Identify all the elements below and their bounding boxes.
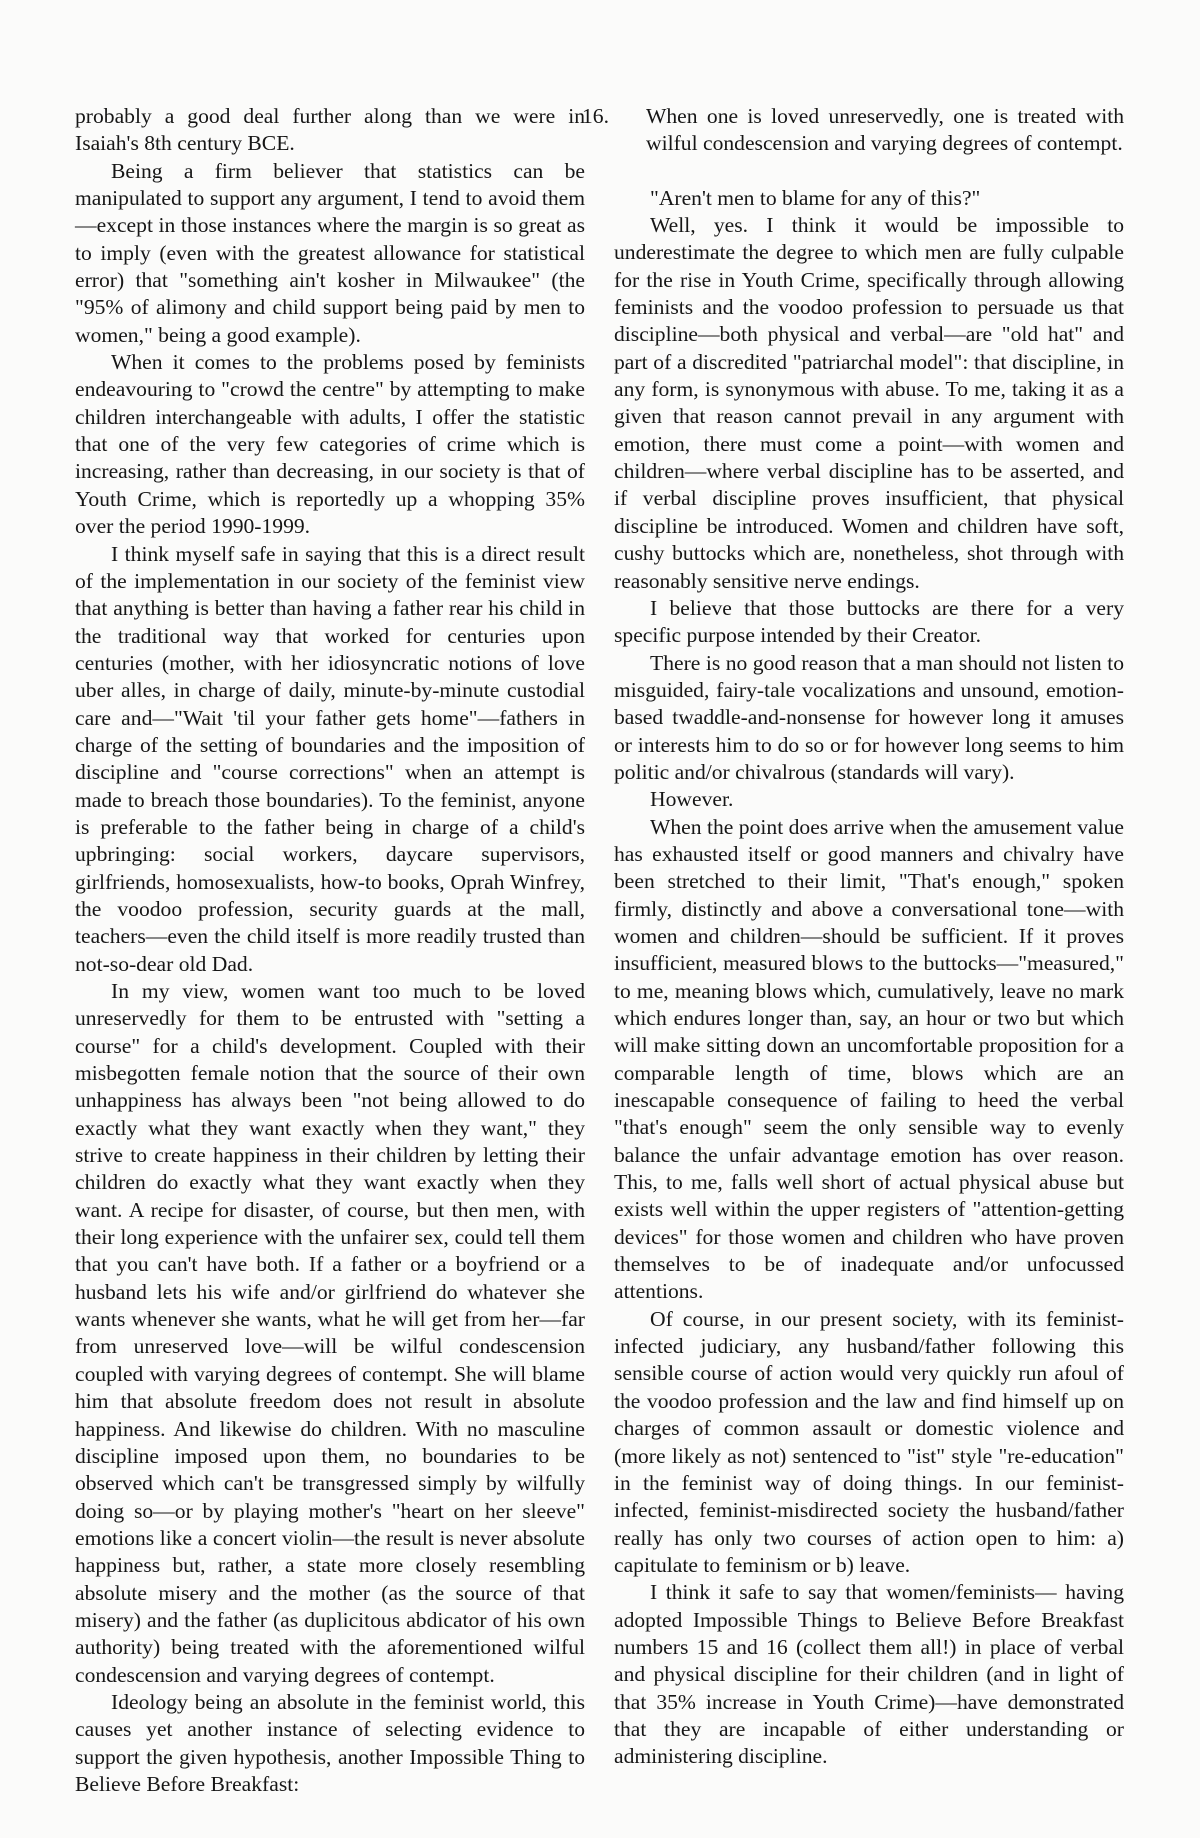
paragraph: I believe that those buttocks are there for a very specific purpose intended by their Creator. (614, 595, 1124, 648)
paragraph: Of course, in our present society, with its feminist-infected judiciary, any husband/father following this sensible course of action would very quickly run afoul of the voodoo profession and the law and find himself up on charges of common assault or domestic violence and (more likely as not) sentenced to "ist" style "re-education" in the feminist way of doing things. In our feminist-infected, feminist-misdirected society the husband/father really has only two courses of action open to him: a) capitulate to feminism or b) leave. (614, 1306, 1124, 1577)
right-column (582, 103, 1124, 1771)
left-column (75, 103, 585, 1798)
paragraph: There is no good reason that a man should not listen to misguided, fairy-tale vocalizations and unsound, emotion-based twaddle-and-nonsense for however long it amuses or interests him to do so or for however long seems to him politic and/or chivalrous (standards will vary). (614, 650, 1124, 784)
paragraph: I think it safe to say that women/feminists— having adopted Impossible Things to Believe Before Breakfast numbers 15 and 16 (collect them all!) in place of verbal and physical discipline for their children (and in light of that 35% increase in Youth Crime)—have demonstrated that they are incapable of either understanding or administering discipline. (614, 1580, 1124, 1769)
paragraph: When it comes to the problems posed by feminists endeavouring to "crowd the centre" by attempting to make children interchangeable with adults, I offer the statistic that one of the very few categories of crime which is increasing, rather than decreasing, in our society is that of Youth Crime, which is reportedly up a whopping 35% over the period 1990-1999. (75, 350, 585, 539)
item-number: 16. (582, 104, 609, 128)
paragraph: However. (650, 787, 734, 812)
quote-paragraph: "Aren't men to blame for any of this?" (650, 185, 981, 210)
paragraph: Well, yes. I think it would be impossible to underestimate the degree to which men are fully culpable for the rise in Youth Crime, specifically through allowing feminists and the voodoo profession to persuade us that discipline—both physical and verbal—are "old hat" and part of a discredited "patriarchal model": that discipline, in any form, is synonymous with abuse. To me, taking it as a given that reason cannot prevail in any argument with emotion, there must come a point—with women and children—where verbal discipline has to be asserted, and if verbal discipline proves insufficient, that physical discipline be introduced. Women and children have soft, cushy buttocks which are, nonetheless, shot through with reasonably sensitive nerve endings. (614, 213, 1124, 593)
paragraph: Ideology being an absolute in the feminist world, this causes yet another instance of selecting evidence to support the given hypothesis, another Impossible Thing to Believe Before Breakfast: (75, 1689, 585, 1796)
paragraph: In my view, women want too much to be loved unreservedly for them to be entrusted with "setting a course" for a child's development. Coupled with their misbegotten female notion that the source of their own unhappiness has always been "not being allowed to do exactly what they want exactly when they want," they strive to create happiness in their children by letting their children do exactly what they want exactly when they want. A recipe for disaster, of course, but then men, with their long experience with the unfairer sex, could tell them that you can't have both. If a father or a boyfriend or a husband lets his wife and/or girlfriend do whatever she wants whenever she wants, what he will get from her—far from unreserved love—will be wilful condescension coupled with varying degrees of contempt. She will blame him that absolute freedom does not result in absolute happiness. And likewise do children. With no masculine discipline imposed upon them, no boundaries to be observed which can't be transgressed simply by wilfully doing so—or by playing mother's "heart on her sleeve" emotions like a concert violin—the result is never absolute happiness but, rather, a state more closely resembling absolute misery and the mother (as the source of that misery) and the father (as duplicitous abdicator of his own authority) being treated with the aforementioned wilful condescension and varying degrees of contempt. (75, 979, 585, 1687)
item-text: When one is loved unreservedly, one is treated with wilful condescension and varying degrees of contempt. (646, 104, 1124, 156)
paragraph: probably a good deal further along than we were in Isaiah's 8th century BCE. (75, 104, 585, 156)
paragraph: When the point does arrive when the amusement value has exhausted itself or good manners and chivalry have been stretched to their limit, "That's enough," spoken firmly, distinctly and above a conversational tone—with women and children—should be sufficient. If it proves insufficient, measured blows to the buttocks—"measured," to me, meaning blows which, cumulatively, leave no mark which endures longer than, say, an hour or two but which will make sitting down an uncomfortable proposition for a comparable length of time, blows which are an inescapable consequence of failing to heed the verbal "that's enough" seem the only sensible way to evenly balance the unfair advantage emotion has over reason. This, to me, falls well short of actual physical abuse but exists well within the upper registers of "attention-getting devices" for those women and children who have proven themselves to be of inadequate and/or unfocussed attentions. (614, 814, 1124, 1304)
paragraph: I think myself safe in saying that this is a direct result of the implementation in our society of the feminist view that anything is better than having a father rear his child in the traditional way that worked for centuries upon centuries (mother, with her idiosyncratic notions of love uber alles, in charge of daily, minute-by-minute custodial care and—"Wait 'til your father gets home"—fathers in charge of the setting of boundaries and the imposition of discipline and "course corrections" when an attempt is made to breach those boundaries). To the feminist, anyone is preferable to the father being in charge of a child's upbringing: social workers, daycare supervisors, girlfriends, homosexualists, how-to books, Oprah Winfrey, the voodoo profession, security guards at the mall, teachers—even the child itself is more readily trusted than not-so-dear old Dad. (75, 541, 585, 976)
paragraph: Being a firm believer that statistics can be manipulated to support any argument, I tend to avoid them—except in those instances where the margin is so great as to imply (even with the greatest allowance for statistical error) that "something ain't kosher in Milwaukee" (the "95% of alimony and child support being paid by men to women," being a good example). (75, 158, 585, 347)
numbered-item (582, 103, 1124, 158)
